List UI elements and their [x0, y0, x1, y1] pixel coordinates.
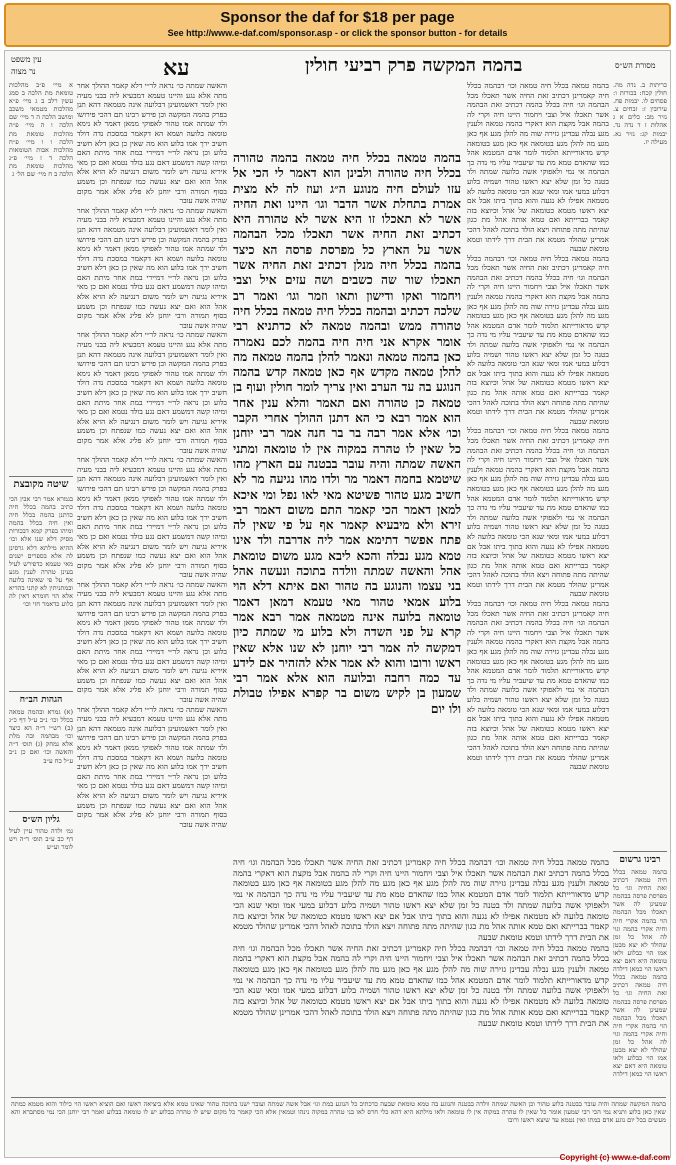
- lower-commentary: [233, 857, 609, 1093]
- sponsor-subtitle[interactable]: See http://www.e-daf.com/sponsor.asp - or click the sponsor button - for details: [167, 28, 508, 38]
- ein-mishpat-column: [9, 81, 73, 469]
- rabbeinu-text: בהמה טמאה בכלל חיה טמאה דכתיב זאת החיה וגו׳ כל מפרסת פרסה בבהמה שמעינן לה אשר תאכלו מכל הבהמה הוי בהמה אקרי חיה וחיה אקרי בהמה וגוי לה אהל כל זמן שהולד לא יצא מבטן אמו הוי כבלוע ולאו טומאה היא דאם יצא ראשו הוי כמאן דילדה: [613, 868, 667, 974]
- ein-mishpat-text: א מיי׳ פ״ב מהלכות טומאת מת הלכה ב סמג עשין רלב ב ג מיי׳ פ״א מהלכות מטמאי משכב ומושב הלכה ה ד מיי׳ שם הלכה ו ה מיי׳ פ״ה מהלכות טומאת מת הלכה ו ו מיי׳ פ״ח מהלכות אבות הטומאות הלכה ד ז מיי׳ פ״ג מהלכות טומאת מת הלכה ב ח מיי׳ שם הל׳ ג: [9, 81, 73, 179]
- gilyon-title: גליון הש״ס: [22, 815, 60, 825]
- shita-title: שיטה מקובצת: [13, 479, 69, 490]
- divider: [9, 691, 73, 692]
- hagahot-title: הגהות הב״ח: [19, 695, 63, 705]
- bottom-notes-text: בהמה המקשה שמתה והיה עובר בבטנה בלוע טהור וכן האשה שמתה וולדה בבטנה והנוגע בה טמא טומאת שבעה כדכתיב כל הנוגע במת וגו׳ אבל אשה שמתה ועובר ישנו בתוכה טהור שאינו טמא אלא ביציאה ראשו ואם הוציא ראשו הוי כילוד והוא מטמא כמתה שאין כאן בלוע ותניא נמי הכי רבי שמעון אומר כל שאין לו טהרה במקוה אין לו טומאה ולאו מילתא היא דהא כלי חרס לאו בני טהרה במקוה נינהו וטמאין אלא הכי קאמר כל מקום שיש לו טהרה בבלוע יש לו טומאה בבלוע ואמר רבי יוחנן הכי נמי מסתברא והא מעשים בכל יום נוגע אדם במתו ואין נטמא עד שיצא ראשו ורובו: [11, 1100, 666, 1125]
- hagahot-text: (א) גמרא ובהמה טמאה בכלל וכו׳ נ״ב ע״ל דף כ״ג (ב) רש״י ד״ה הא כיצד וכו׳ מבהמה ובה מלת אלא נמחק (ג) תוס׳ ד״ה והאשה וכו׳ ואם כן נ״ב ע״ל כח ע״ב: [9, 708, 73, 765]
- tosafot-text: והאשה שמתה כו׳ נראה לר״י דלא קאמר ההולך אחר מתה אלא נגע והיינו טעמא דמבעיא ליה בבני מעיה ואין לומר דאשמועינן דבלועה אינה מטמאה דהא תנן בפרק בהמה המקשה וכן פירש רבינו תם דהכי פירושו ולד שמתה אמו טהור לאפוקי ממאן דאמר לא נימא טומאה בלועה ושמא הא דקאמר במסכת נדה דולד חשיב ירך אמו בלוע הוא מה שאין כן כאן דלא חשיב בלוע וכן נראה לר״י דמיירי במת אחר מיתת האם ומיהו קשה דמשמע דאם נגע בולד נטמא ואם כן מאי איריא נגיעה ויש לומר משום דנגיעה לא הויא אלא אהל הוא ואם יצא נעשה כמו שנפתח וכן משמע בסוף תמורה ורבי יוחנן לא פליג אלא אמר מקום שהיה אשה עובר: [77, 330, 227, 455]
- tosafot-text: והאשה שמתה כו׳ נראה לר״י דלא קאמר ההולך אחר מתה אלא נגע והיינו טעמא דמבעיא ליה בבני מעיה ואין לומר דאשמועינן דבלועה אינה מטמאה דהא תנן בפרק בהמה המקשה וכן פירש רבינו תם דהכי פירושו ולד שמתה אמו טהור לאפוקי ממאן דאמר לא נימא טומאה בלועה ושמא הא דקאמר במסכת נדה דולד חשיב ירך אמו בלוע הוא מה שאין כן כאן דלא חשיב בלוע וכן נראה לר״י דמיירי במת אחר מיתת האם ומיהו קשה דמשמע דאם נגע בולד נטמא ואם כן מאי איריא נגיעה ויש לומר משום דנגיעה לא הויא אלא אהל הוא ואם יצא נעשה כמו שנפתח וכן משמע בסוף תמורה ורבי יוחנן לא פליג אלא אמר מקום שהיה אשה עובר: [77, 205, 227, 330]
- gemara-text: בהמה טמאה בכלל חיה טמאה בהמה טהורה בכלל חיה טהורה ולבינן הוא דאמר לי הכי אל עזו לעולם חיה מנוגע ה״ג ועוז לה לא מצית אמרת בתחלת אשר הדבר וגו׳ היינו ואת החיה אשר לא תאכלו זו היא אשר לא טהורה היא דכתיב זאת החיה אשר תאכלו מכל הבהמה אשר על הארץ כל מפרסת פרסה הא כיצד בהמה בכלל חיה מנלן דכתיב זאת החיה אשר תאכלו שור שה כשבים ושה עזים איל וצבי ויחמור ואקו ודישון ותאו וזמר וגו׳ ואמר רב שלכה דכתיב ובהמה בכלל חיה טמאה בכלל חיה טהורה ממש ובהמה טמאה לא כדתניא רבי אומר אקרא אני חיה חיה בהמה לכם נאמרה כאן בהמה טמאה ונאמר להלן בהמה טמאה מה להלן טמאה מקדש אף כאן טמאה קדש בהמה הנוגע בה עד הערב ואין צריך לומר חולין ועוף בן טמאה כן טהורה ואם תאמר והלא ענין אחר הוא אמר רבא כי הא דתנן ההולך אחרי הקבר וכו׳ אלא אמר רבה בר בר חנה אמר רבי יוחנן כל שאין לו טהרה במקוה אין לו טומאה ומתני האשה שמתה והיה עובר בבטנה עם הארץ מהו שיטמא בחמה דאמר מר ולדו מהו נגיעה מר לא חשיב מגע טהור פשיטא מאי לאו נפל ומי איכא למאן דאמר הכי קאמר התם משום דאמר רבי זירא ולא מיבעיא קאמר אף על פי שאין לה פתח אפשר דתימא אמר ליה אדרבה ולד אינו טמא מגע נבלה והכא ליבא מגע משום טומאת אהל והאשה שמתה וולדה בתוכה ונעשה אהל בני עצמו והנוגע בה טהור ואם איתא דלא הוי בלוע אמאי טהור מאי טעמא דמאן דאמר טומאה בלועה אינה מטמאה אמר רבא אמר קרא על פני השדה ולא בלוע מי שמתה כיון דמקשה לה אמר רבי יוחנן לא שנו אלא שאין ראשו ורובו והוא לא אמר אלא להזהיר אם לידע עד כמה רחבה ובלועה הוא אלא אמר רבי שמעון בן לקיש משום בר קפרא אפילו טבולת ולו יום: [233, 151, 461, 716]
- tosafot-text: והאשה שמתה כו׳ נראה לר״י דלא קאמר ההולך אחר מתה אלא נגע והיינו טעמא דמבעיא ליה בבני מעיה ואין לומר דאשמועינן דבלועה אינה מטמאה דהא תנן בפרק בהמה המקשה וכן פירש רבינו תם דהכי פירושו ולד שמתה אמו טהור לאפוקי ממאן דאמר לא נימא טומאה בלועה ושמא הא דקאמר במסכת נדה דולד חשיב ירך אמו בלוע הוא מה שאין כן כאן דלא חשיב בלוע וכן נראה לר״י דמיירי במת אחר מיתת האם ומיהו קשה דמשמע דאם נגע בולד נטמא ואם כן מאי איריא נגיעה ויש לומר משום דנגיעה לא הויא אלא אהל הוא ואם יצא נעשה כמו שנפתח וכן משמע בסוף תמורה ורבי יוחנן לא פליג אלא אמר מקום שהיה אשה עובר: [77, 579, 227, 704]
- tosafot-column: [77, 81, 227, 1091]
- masoret-heading: מסורת הש״ס: [615, 61, 656, 70]
- masoret-column: [613, 81, 667, 841]
- masoret-text: כריתות ב. נדה מה. חולין קכח: בכורות ו: פסחים לו. יבמות פח. עירובין ז: זבחים צ. נזיר מב: כלים א ג אהלות ז ד נדה נד. יבמות קג: נזיר נא. מעילה יז.: [613, 81, 667, 146]
- lower-commentary-text: בהמה טמאה בכלל חיה טמאה וכו׳ דבהמה בכלל חיה קאמרינן דכתיב זאת החיה אשר תאכלו מכל הבהמה וגו׳ חיה בכלל בהמה דכתיב זאת הבהמה אשר תאכלו איל וצבי ויחמור היינו חיה וקרי לה בהמה אבל מקצת הוא דאקרי בהמה טמאה ולענין מגע נבלה עבדינן גזירה שוה מה להלן מגע אף כאן מגע מה להלן מגע בטומאה אף כאן מגע בטומאה קדש מדאורייתא תלמוד לומר אדם המטמא אהל כמו שהאדם טמא מת עד שיעביר עליו מי נדה כך הבהמה אי נמי ולאפוקי אשה בלועה שמתה ולד בטנה כל זמן שלא יצא ראשו טהור ושמיה בלוע דבלוע במעי אמו ומאי שנא הכי טומאה בלועה לא מטמאה אפילו לא נגעה והוא בתוך ביתו אבל אם יצא ראשו מטמא כטומאה של אהל וכיוצא בזה קאמר בברייתא ואם טמא אותה אהל מת כגון שהיתה מתה פתוחה ויצא הולד בתוכה לאהל דהכי אמרינן שהולד מטמא את הבית דרך לידתו וטמא טומאת שבעה: [233, 857, 609, 942]
- shita-text: בגמרא אמר רבי אבין הכי כתיב בהמה בכלל חיה כדתנן בהמה בכלל חיה ואין חיה בכלל בהמה ומיהו בפרק קמא דבכורות מסיק דלא שנו אלא וכו׳ ההיא מילתא דלא גרסינן לה אלא בספרים ישנים מאי טעמא כדפירש לעיל בעינן טהרה לענין מגע אף על פי שאינה בלועה ובמתניתין לא קתני בהדיא אלא הוי חומרא דאין לה בלוע כדאמר חזי וכו׳: [9, 495, 73, 609]
- rabbeinu-column: [613, 868, 667, 1092]
- tosafot-text: והאשה שמתה כו׳ נראה לר״י דלא קאמר ההולך אחר מתה אלא נגע והיינו טעמא דמבעיא ליה בבני מעיה ואין לומר דאשמועינן דבלועה אינה מטמאה דהא תנן בפרק בהמה המקשה וכן פירש רבינו תם דהכי פירושו ולד שמתה אמו טהור לאפוקי ממאן דאמר לא נימא טומאה בלועה ושמא הא דקאמר במסכת נדה דולד חשיב ירך אמו בלוע הוא מה שאין כן כאן דלא חשיב בלוע וכן נראה לר״י דמיירי במת אחר מיתת האם ומיהו קשה דמשמע דאם נגע בולד נטמא ואם כן מאי איריא נגיעה ויש לומר משום דנגיעה לא הויא אלא אהל הוא ואם יצא נעשה כמו שנפתח וכן משמע בסוף תמורה ורבי יוחנן לא פליג אלא אמר מקום שהיה אשה עובר: [77, 455, 227, 580]
- rabbeinu-text: בהמה טמאה בכלל חיה טמאה דכתיב זאת החיה וגו׳ כל מפרסת פרסה בבהמה שמעינן לה אשר תאכלו מכל הבהמה הוי בהמה אקרי חיה וחיה אקרי בהמה וגוי לה אהל כל זמן שהולד לא יצא מבטן אמו הוי כבלוע ולאו טומאה היא דאם יצא ראשו הוי כמאן דילדה: [613, 973, 667, 1079]
- divider: [9, 811, 73, 812]
- sponsor-title[interactable]: Sponsor the daf for $18 per page: [220, 9, 455, 26]
- ein-mishpat-heading: עין משפט: [11, 55, 42, 64]
- chapter-title: בהמה המקשה פרק רביעי חולין: [305, 55, 523, 76]
- rashi-text: בהמה טמאה בכלל חיה טמאה וכו׳ דבהמה בכלל חיה קאמרינן דכתיב זאת החיה אשר תאכלו מכל הבהמה וגו׳ חיה בכלל בהמה דכתיב זאת הבהמה אשר תאכלו איל וצבי ויחמור היינו חיה וקרי לה בהמה אבל מקצת הוא דאקרי בהמה טמאה ולענין מגע נבלה עבדינן גזירה שוה מה להלן מגע אף כאן מגע מה להלן מגע בטומאה אף כאן מגע בטומאה קדש מדאורייתא תלמוד לומר אדם המטמא אהל כמו שהאדם טמא מת עד שיעביר עליו מי נדה כך הבהמה אי נמי ולאפוקי אשה בלועה שמתה ולד בטנה כל זמן שלא יצא ראשו טהור ושמיה בלוע דבלוע במעי אמו ומאי שנא הכי טומאה בלועה לא מטמאה אפילו לא נגעה והוא בתוך ביתו אבל אם יצא ראשו מטמא כטומאה של אהל וכיוצא בזה קאמר בברייתא ואם טמא אותה אהל מת כגון שהיתה מתה פתוחה ויצא הולד בתוכה לאהל דהכי אמרינן שהולד מטמא את הבית דרך לידתו וטמא טומאת שבעה: [467, 253, 609, 426]
- divider: [9, 476, 73, 477]
- tosafot-text: והאשה שמתה כו׳ נראה לר״י דלא קאמר ההולך אחר מתה אלא נגע והיינו טעמא דמבעיא ליה בבני מעיה ואין לומר דאשמועינן דבלועה אינה מטמאה דהא תנן בפרק בהמה המקשה וכן פירש רבינו תם דהכי פירושו ולד שמתה אמו טהור לאפוקי ממאן דאמר לא נימא טומאה בלועה ושמא הא דקאמר במסכת נדה דולד חשיב ירך אמו בלוע הוא מה שאין כן כאן דלא חשיב בלוע וכן נראה לר״י דמיירי במת אחר מיתת האם ומיהו קשה דמשמע דאם נגע בולד נטמא ואם כן מאי איריא נגיעה ויש לומר משום דנגיעה לא הויא אלא אהל הוא ואם יצא נעשה כמו שנפתח וכן משמע בסוף תמורה ורבי יוחנן לא פליג אלא אמר מקום שהיה אשה עובר: [77, 81, 227, 206]
- rashi-text: בהמה טמאה בכלל חיה טמאה וכו׳ דבהמה בכלל חיה קאמרינן דכתיב זאת החיה אשר תאכלו מכל הבהמה וגו׳ חיה בכלל בהמה דכתיב זאת הבהמה אשר תאכלו איל וצבי ויחמור היינו חיה וקרי לה בהמה אבל מקצת הוא דאקרי בהמה טמאה ולענין מגע נבלה עבדינן גזירה שוה מה להלן מגע אף כאן מגע מה להלן מגע בטומאה אף כאן מגע בטומאה קדש מדאורייתא תלמוד לומר אדם המטמא אהל כמו שהאדם טמא מת עד שיעביר עליו מי נדה כך הבהמה אי נמי ולאפוקי אשה בלועה שמתה ולד בטנה כל זמן שלא יצא ראשו טהור ושמיה בלוע דבלוע במעי אמו ומאי שנא הכי טומאה בלועה לא מטמאה אפילו לא נגעה והוא בתוך ביתו אבל אם יצא ראשו מטמא כטומאה של אהל וכיוצא בזה קאמר בברייתא ואם טמא אותה אהל מת כגון שהיתה מתה פתוחה ויצא הולד בתוכה לאהל דהכי אמרינן שהולד מטמא את הבית דרך לידתו וטמא טומאת שבעה: [467, 599, 609, 772]
- daf-number: עא: [163, 55, 190, 81]
- ner-mitzvah-heading: נר מצוה: [11, 67, 36, 76]
- rabbeinu-title: רבינו גרשום: [619, 855, 661, 865]
- rashi-column: [467, 81, 609, 841]
- divider: [11, 1097, 666, 1098]
- rashi-text: בהמה טמאה בכלל חיה טמאה וכו׳ דבהמה בכלל חיה קאמרינן דכתיב זאת החיה אשר תאכלו מכל הבהמה וגו׳ חיה בכלל בהמה דכתיב זאת הבהמה אשר תאכלו איל וצבי ויחמור היינו חיה וקרי לה בהמה אבל מקצת הוא דאקרי בהמה טמאה ולענין מגע נבלה עבדינן גזירה שוה מה להלן מגע אף כאן מגע מה להלן מגע בטומאה אף כאן מגע בטומאה קדש מדאורייתא תלמוד לומר אדם המטמא אהל כמו שהאדם טמא מת עד שיעביר עליו מי נדה כך הבהמה אי נמי ולאפוקי אשה בלועה שמתה ולד בטנה כל זמן שלא יצא ראשו טהור ושמיה בלוע דבלוע במעי אמו ומאי שנא הכי טומאה בלועה לא מטמאה אפילו לא נגעה והוא בתוך ביתו אבל אם יצא ראשו מטמא כטומאה של אהל וכיוצא בזה קאמר בברייתא ואם טמא אותה אהל מת כגון שהיתה מתה פתוחה ויצא הולד בתוכה לאהל דהכי אמרינן שהולד מטמא את הבית דרך לידתו וטמא טומאת שבעה: [467, 426, 609, 599]
- sponsor-banner[interactable]: [4, 3, 671, 47]
- bottom-notes: [11, 1100, 666, 1154]
- lower-commentary-text: בהמה טמאה בכלל חיה טמאה וכו׳ דבהמה בכלל חיה קאמרינן דכתיב זאת החיה אשר תאכלו מכל הבהמה וגו׳ חיה בכלל בהמה דכתיב זאת הבהמה אשר תאכלו איל וצבי ויחמור היינו חיה וקרי לה בהמה אבל מקצת הוא דאקרי בהמה טמאה ולענין מגע נבלה עבדינן גזירה שוה מה להלן מגע אף כאן מגע מה להלן מגע בטומאה אף כאן מגע בטומאה קדש מדאורייתא תלמוד לומר אדם המטמא אהל כמו שהאדם טמא מת עד שיעביר עליו מי נדה כך הבהמה אי נמי ולאפוקי אשה בלועה שמתה ולד בטנה כל זמן שלא יצא ראשו טהור ושמיה בלוע דבלוע במעי אמו ומאי שנא הכי טומאה בלועה לא מטמאה אפילו לא נגעה והוא בתוך ביתו אבל אם יצא ראשו מטמא כטומאה של אהל וכיוצא בזה קאמר בברייתא ואם טמא אותה אהל מת כגון שהיתה מתה פתוחה ויצא הולד בתוכה לאהל דהכי אמרינן שהולד מטמא את הבית דרך לידתו וטמא טומאת שבעה: [233, 942, 609, 1028]
- divider: [613, 851, 667, 852]
- gemara-column: [233, 151, 461, 851]
- tosafot-text: והאשה שמתה כו׳ נראה לר״י דלא קאמר ההולך אחר מתה אלא נגע והיינו טעמא דמבעיא ליה בבני מעיה ואין לומר דאשמועינן דבלועה אינה מטמאה דהא תנן בפרק בהמה המקשה וכן פירש רבינו תם דהכי פירושו ולד שמתה אמו טהור לאפוקי ממאן דאמר לא נימא טומאה בלועה ושמא הא דקאמר במסכת נדה דולד חשיב ירך אמו בלוע הוא מה שאין כן כאן דלא חשיב בלוע וכן נראה לר״י דמיירי במת אחר מיתת האם ומיהו קשה דמשמע דאם נגע בולד נטמא ואם כן מאי איריא נגיעה ויש לומר משום דנגיעה לא הויא אלא אהל הוא ואם יצא נעשה כמו שנפתח וכן משמע בסוף תמורה ורבי יוחנן לא פליג אלא אמר מקום שהיה אשה עובר: [77, 704, 227, 829]
- copyright-link[interactable]: Copyright (c) www.e-daf.com: [559, 1153, 670, 1162]
- gilyon-text: גמ׳ ולדה טהור עיין לעיל דף כב ע״ב תוס׳ ד״ה ויש לומר וע״ש: [9, 827, 73, 852]
- hagahot-column: [9, 708, 73, 808]
- talmud-page: [4, 50, 671, 1158]
- rashi-text: בהמה טמאה בכלל חיה טמאה וכו׳ דבהמה בכלל חיה קאמרינן דכתיב זאת החיה אשר תאכלו מכל הבהמה וגו׳ חיה בכלל בהמה דכתיב זאת הבהמה אשר תאכלו איל וצבי ויחמור היינו חיה וקרי לה בהמה אבל מקצת הוא דאקרי בהמה טמאה ולענין מגע נבלה עבדינן גזירה שוה מה להלן מגע אף כאן מגע מה להלן מגע בטומאה אף כאן מגע בטומאה קדש מדאורייתא תלמוד לומר אדם המטמא אהל כמו שהאדם טמא מת עד שיעביר עליו מי נדה כך הבהמה אי נמי ולאפוקי אשה בלועה שמתה ולד בטנה כל זמן שלא יצא ראשו טהור ושמיה בלוע דבלוע במעי אמו ומאי שנא הכי טומאה בלועה לא מטמאה אפילו לא נגעה והוא בתוך ביתו אבל אם יצא ראשו מטמא כטומאה של אהל וכיוצא בזה קאמר בברייתא ואם טמא אותה אהל מת כגון שהיתה מתה פתוחה ויצא הולד בתוכה לאהל דהכי אמרינן שהולד מטמא את הבית דרך לידתו וטמא טומאת שבעה: [467, 81, 609, 254]
- gilyon-column: [9, 827, 73, 867]
- shita-column: [9, 495, 73, 687]
